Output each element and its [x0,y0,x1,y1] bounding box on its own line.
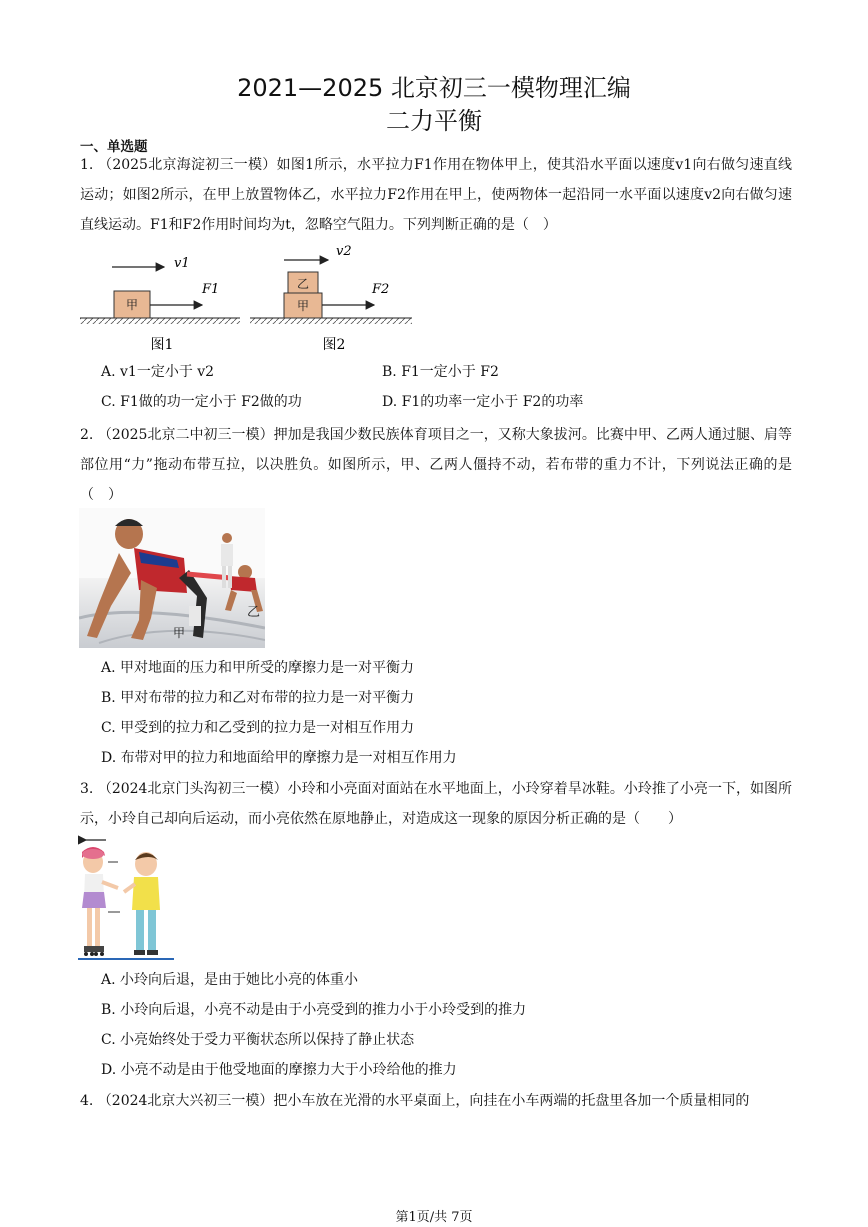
figure-2 [250,244,412,353]
ground-2 [250,318,412,324]
question-3-figure [78,832,174,962]
doc-title-line2: 二力平衡 [386,107,482,135]
block-jia-1-label: 甲 [125,298,139,312]
velocity-label-2: v2 [336,244,352,259]
block-yi-2-label: 乙 [296,277,310,291]
question-1-figure [78,243,418,355]
question-2-option-d: D. 布带对甲的拉力和地面给甲的摩擦力是一对相互作用力 [101,750,457,766]
question-2-option-a: A. 甲对地面的压力和甲所受的摩擦力是一对平衡力 [101,660,415,676]
force-label-2: F2 [372,282,390,297]
question-4-text: 4. （2024北京大兴初三一模）把小车放在光滑的水平桌面上，向挂在小车两端的托盘里各加一个质量相同的 [80,1093,750,1109]
block-jia-2-label: 甲 [296,299,310,313]
question-3-option-a: A. 小玲向后退，是由于她比小亮的体重小 [101,972,359,988]
question-2-text: 2. （2025北京二中初三一模）押加是我国少数民族体育项目之一，又称大象拔河。比赛中甲、乙两人通过腿、肩等部位用“力”拖动布带互拉，以决胜负。如图所示，甲、乙两人僵持不动，若布带的重力不计，下列说法正确的是（ ） [80,427,792,503]
question-3-text: 3. （2024北京门头沟初三一模）小玲和小亮面对面站在水平地面上，小玲穿着旱冰鞋。小玲推了小亮一下，如图所示，小玲自己却向后运动，而小亮依然在原地静止，对造成这一现象的原因分析正确的是（ ） [80,781,792,827]
question-2-photo [79,508,265,648]
question-1-option-a: A. v1一定小于 v2 [101,364,215,380]
velocity-label-1: v1 [174,256,190,271]
figure-1 [80,256,240,353]
figure-1-caption: 图1 [150,337,174,353]
girl-xiaoling [82,847,118,956]
section-heading: 一、单选题 [80,139,148,155]
question-1-option-c: C. F1做的功一定小于 F2做的功 [101,394,302,410]
page-footer: 第1页/共 7页 [395,1210,473,1225]
doc-title-line1: 2021—2025 北京初三一模物理汇编 [237,74,631,102]
question-1-text: 1. （2025北京海淀初三一模）如图1所示，水平拉力F1作用在物体甲上，使其沿水平面以速度v1向右做匀速直线运动；如图2所示，在甲上放置物体乙，水平拉力F2作用在甲上，使两物体一起沿同一水平面以速度v2向右做匀速直线运动。F1和F2作用时间均为t，忽略空气阻力。下列判断正确的是（ ） [80,157,792,233]
question-3-option-b: B. 小玲向后退，小亮不动是由于小亮受到的推力小于小玲受到的推力 [101,1002,527,1018]
force-label-1: F1 [202,282,220,297]
ground-1 [80,318,240,324]
figure-2-caption: 图2 [322,337,346,353]
boy-xiaoliang [124,852,160,955]
question-2-option-c: C. 甲受到的拉力和乙受到的拉力是一对相互作用力 [101,720,415,736]
question-1-option-d: D. F1的功率一定小于 F2的功率 [382,394,584,410]
label-yi: 乙 [247,605,261,620]
label-jia: 甲 [173,626,186,640]
question-3-option-c: C. 小亮始终处于受力平衡状态所以保持了静止状态 [101,1032,415,1048]
question-3-option-d: D. 小亮不动是由于他受地面的摩擦力大于小玲给他的推力 [101,1062,457,1078]
question-1-option-b: B. F1一定小于 F2 [382,364,499,380]
question-2-option-b: B. 甲对布带的拉力和乙对布带的拉力是一对平衡力 [101,690,415,706]
